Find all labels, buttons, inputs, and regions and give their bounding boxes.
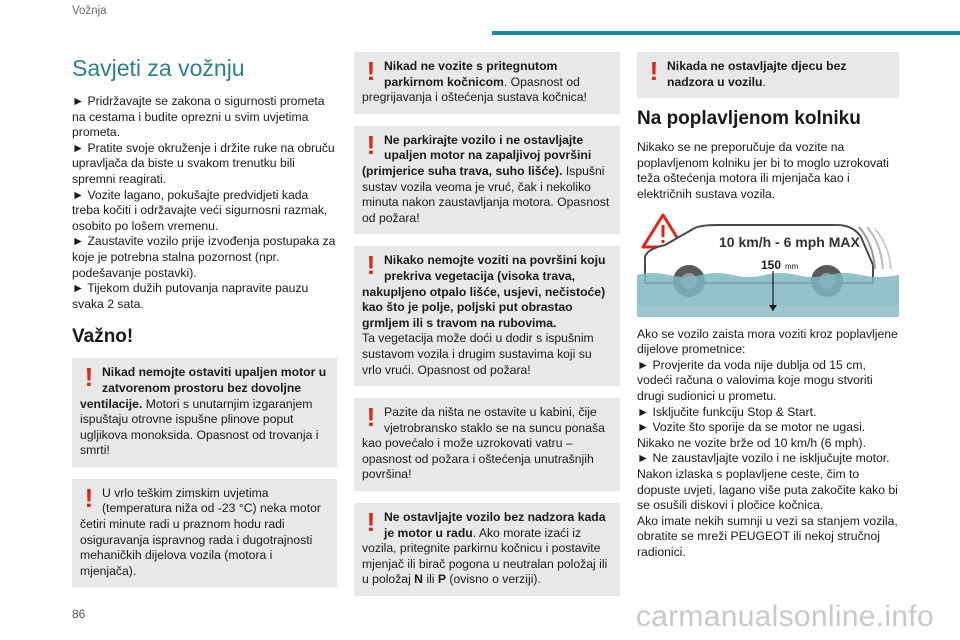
warning-bold-text: Ne parkirajte vozilo i ne ostavljajte upaljen motor na zapaljivoj površini (primjerice suha trava, suho lišće).	[362, 132, 592, 178]
gear-position-n: N	[414, 572, 423, 587]
depth-unit: mm	[785, 261, 799, 271]
warning-exclamation-icon: !	[84, 482, 94, 513]
important-heading: Važno!	[72, 326, 134, 348]
warning-box	[72, 358, 337, 467]
warning-text: Ta vegetacija može doći u dodir s ispušnim sustavom vozila i drugim sustavima koji su vrlo vrući. Opasnost od požara!	[362, 331, 594, 377]
warning-text: ili	[422, 572, 438, 587]
warning-exclamation-icon: !	[366, 250, 376, 281]
warning-text: U vrlo teškim zimskim uvjetima (temperatura niža od -23 °C) neka motor četiri minute radi u praznom hodu radi osiguravanja ispravnog rada i dugotrajnosti mehaničkih dijelova vozila (motora i mjenjača).	[80, 485, 321, 578]
flooded-line: Ako imate nekih sumnji u vezi sa stanjem vozila, obratite se mreži PEUGEOT ili nekoj stručnoj radionici.	[637, 513, 898, 559]
column-2	[354, 52, 620, 608]
flooded-line: ► Ne zaustavljajte vozilo i ne isključujte motor.	[637, 451, 890, 466]
flooded-road-illustration	[637, 213, 899, 317]
section-title: Savjeti za vožnju	[72, 55, 245, 81]
warning-exclamation-icon: !	[366, 402, 376, 433]
warning-exclamation-icon: !	[649, 56, 659, 86]
warning-bold-text: Nikada ne ostavljajte djecu bez nadzora u vozilu	[667, 59, 847, 89]
tip-1: ► Pridržavajte se zakona o sigurnosti prometa na cestama i budite oprezni u svim uvjetima prometa.	[72, 94, 325, 140]
warning-box	[354, 52, 620, 114]
flooded-road-heading: Na poplavljenom kolniku	[637, 108, 861, 130]
tip-5: ► Tijekom dužih putovanja napravite pauzu svaka 2 sata.	[72, 281, 309, 311]
warning-box	[72, 479, 337, 588]
depth-value: 150	[761, 257, 782, 272]
flooded-line: Ako se vozilo zaista mora voziti kroz poplavljene dijelove prometnice:	[637, 326, 898, 357]
gear-position-p: P	[437, 572, 447, 587]
warning-exclamation-icon: !	[366, 507, 376, 538]
tip-4: ► Zaustavite vozilo prije izvođenja postupaka za koje je potrebna stalna pozornost (npr. podešavanje postavki).	[72, 234, 336, 280]
flooded-road-intro: Nikako se ne preporučuje da vozite na poplavljenom kolniku jer bi to moglo uzrokovati teža oštećenja motora ili mjenjača kao i električnih sustava vozila.	[637, 140, 890, 201]
warning-text: (ovisno o verziji).	[446, 572, 541, 587]
header-accent-bar	[492, 31, 960, 35]
water-level-icon	[637, 273, 899, 317]
warning-box	[354, 246, 620, 386]
flooded-line: Nakon izlaska s poplavljene ceste, čim to dopuste uvjeti, lagano više puta zakočite kako bi se osušili diskovi i pločice kočnica.	[637, 466, 898, 513]
warning-text: Motori s unutarnjim izgaranjem ispuštaju otrovne ispušne plinove poput ugljikova monoksida. Opasnost od trovanja i smrti!	[80, 396, 319, 458]
tip-3: ► Vozite lagano, pokušajte predvidjeti kada treba kočiti i održavajte veći sigurnosni razmak, osobito po lošem vremenu.	[72, 187, 328, 233]
warning-bold-text: Nikad ne vozite s pritegnutom parkirnom kočnicom	[384, 59, 558, 89]
warning-bold-text: Nikad nemojte ostaviti upaljen motor u zatvorenom prostoru bez dovoljne ventilacije.	[80, 365, 327, 411]
speed-limit-label: 10 km/h - 6 mph MAX	[719, 233, 860, 250]
warning-bold-text: Nikako nemojte voziti na površini koju prekriva vegetacija (visoka trava, nakupljeno otpalo lišće, usjevi, nečistoće) kao što je polje, poljski put obrastao grmljem ili s travom na rubovima.	[362, 253, 606, 330]
car-in-water-image	[637, 213, 899, 317]
warning-text: Pazite da ništa ne ostavite u kabini, čije vjetrobransko staklo se na suncu ponaša kao povećalo i može uzrokovati vatru – opasnost od požara i oštećenja unutrašnjih površina!	[362, 405, 605, 482]
warning-box	[354, 398, 620, 491]
warning-text: . Ako morate izaći iz vozila, pritegnite parkirnu kočnicu i postavite mjenjač ili birač pogona u neutralan položaj ili u položaj	[362, 525, 608, 587]
watermark: carmanualsonline.info	[635, 600, 934, 633]
column-3	[637, 52, 899, 560]
warning-box	[637, 52, 899, 98]
warning-text: Ispušni sustav vozila veoma je vruć, čak i nekoliko minuta nakon zaustavljanja motora. Opasnost od požara!	[362, 163, 610, 225]
warning-box	[354, 126, 620, 235]
running-header: Vožnja	[72, 5, 107, 17]
column-1	[72, 52, 337, 599]
warning-exclamation-icon: !	[84, 362, 94, 393]
warning-text: . Opasnost od pregrijavanja i oštećenja sustava kočnica!	[362, 74, 587, 105]
flooded-line: ► Vozite što sporije da se motor ne ugasi. Nikako ne vozite brže od 10 km/h (6 mph).	[637, 420, 866, 450]
flooded-line: ► Provjerite da voda nije dublja od 15 cm, vodeći računa o valovima koje mogu stvoriti drugi sudionici u prometu.	[637, 357, 873, 403]
warning-bold-text: Ne ostavljajte vozilo bez nadzora kada je motor u radu	[384, 510, 606, 540]
tip-2: ► Pratite svoje okruženje i držite ruke na obruču upravljača da biste u svakom trenutku bili spremni reagirati.	[72, 140, 335, 186]
warning-exclamation-icon: !	[366, 56, 376, 86]
warning-exclamation-icon: !	[366, 129, 376, 160]
warning-box	[354, 503, 620, 596]
page-number: 86	[72, 607, 86, 621]
warning-text: .	[762, 74, 766, 89]
flooded-line: ► Isključite funkciju Stop & Start.	[637, 404, 817, 419]
